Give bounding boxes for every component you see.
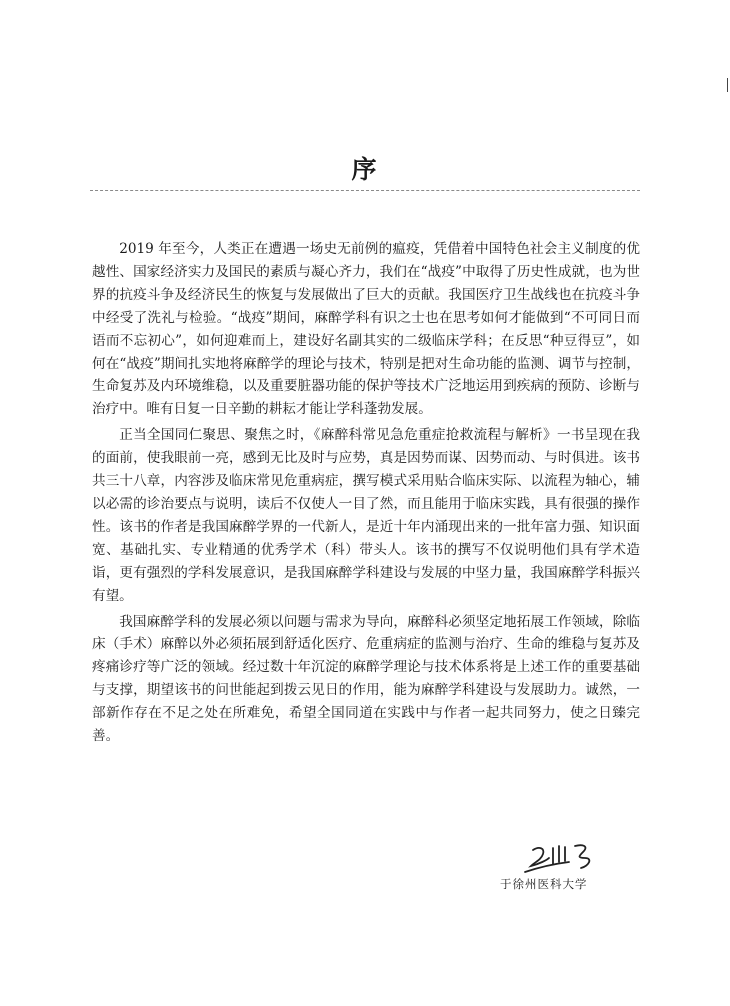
page-edge-mark [727,78,728,92]
signature-affiliation: 于徐州医科大学 [500,877,588,891]
paragraph-3: 我国麻醉学科的发展必须以问题与需求为导向，麻醉科必须坚定地拓展工作领域，除临床（手术）麻醉以外必须拓展到舒适化医疗、危重病症的监测与治疗、生命的维稳与复苏及疼痛诊疗等广泛的领域。经过数十年沉淀的麻醉学理论与技术体系将是上述工作的重要基础与支撑，期望该书的问世能起到拨云见日的作用，能为麻醉学科建设与发展助力。诚然，一部新作存在不足之处在所难免，希望全国同道在实践中与作者一起共同努力，使之日臻完善。 [92,613,640,745]
page-title: 序 [351,155,379,184]
preface-body [92,238,640,751]
handwritten-signature [519,838,609,880]
paragraph-1: 2019 年至今，人类正在遭遇一场史无前例的瘟疫，凭借着中国特色社会主义制度的优越性、国家经济实力及国民的素质与凝心齐力，我们在“战疫”中取得了历史性成就，也为世界的抗疫斗争及经济民生的恢复与发展做出了巨大的贡献。我国医疗卫生战线也在抗疫斗争中经受了洗礼与检验。“战疫”期间，麻醉学科有识之士也在思考如何才能做到“不可同日而语而不忘初心”，如何迎难而上，建设好名副其实的二级临床学科；在反思“种豆得豆”，如何在“战疫”期间扎实地将麻醉学的理论与技术，特别是把对生命功能的监测、调节与控制，生命复苏及内环境维稳，以及重要脏器功能的保护等技术广泛地运用到疾病的预防、诊断与治疗中。唯有日复一日辛勤的耕耘才能让学科蓬勃发展。 [92,241,640,418]
paragraph-2: 正当全国同仁聚思、聚焦之时，《麻醉科常见急危重症抢救流程与解析》一书呈现在我的面前，使我眼前一亮，感到无比及时与应势，真是因势而谋、因势而动、与时俱进。该书共三十八章，内容涉及临床常见危重病症，撰写模式采用贴合临床实际、以流程为轴心，辅以必需的诊治要点与说明，读后不仅使人一目了然，而且能用于临床实践，具有很强的操作性。该书的作者是我国麻醉学界的一代新人，是近十年内涌现出来的一批年富力强、知识面宽、基础扎实、专业精通的优秀学术（科）带头人。该书的撰写不仅说明他们具有学术造诣，更有强烈的学科发展意识，是我国麻醉学科建设与发展的中坚力量，我国麻醉学科振兴有望。 [92,427,640,604]
title-divider [90,190,640,191]
